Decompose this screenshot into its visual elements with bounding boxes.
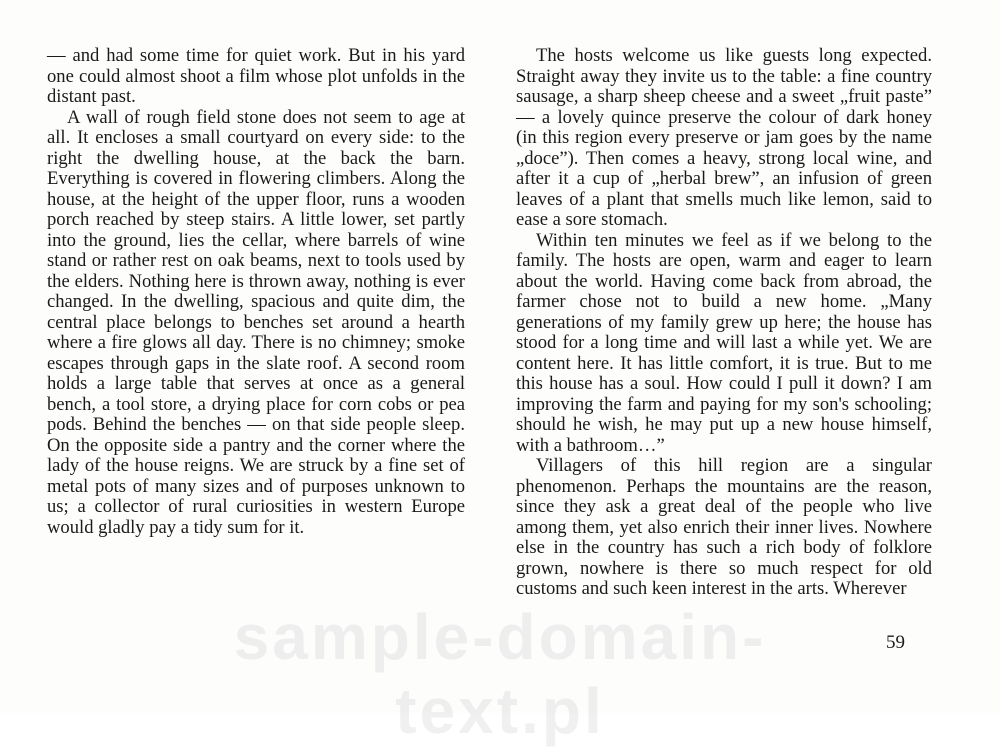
watermark: sample-domain-text.pl — [233, 601, 767, 747]
text-column-right — [516, 46, 932, 600]
paragraph: The hosts welcome us like guests long expected. Straight away they invite us to the table: a fine country sausage, a sharp sheep cheese and a sweet „fruit paste” — a lovely quince preserve the colour of dark honey (in this region every preserve or jam goes by the name „doce”). Then comes a heavy, strong local wine, and after it a cup of „herbal brew”, an infusion of green leaves of a plant that smells much like lemon, said to ease a sore stomach. — [516, 45, 932, 230]
paragraph: A wall of rough field stone does not seem to age at all. It encloses a small courtyard on every side: to the right the dwelling house, at the back the barn. Everything is covered in flowering climbers. Along the house, at the height of the upper floor, runs a wooden porch reached by steep stairs. A little lower, set partly into the ground, lies the cellar, where barrels of wine stand or rather rest on oak beams, next to tools used by the elders. Nothing here is thrown away, nothing is ever changed. In the dwelling, spacious and quite dim, the central place belongs to benches set around a hearth where a fire glows all day. There is no chimney; smoke escapes through gaps in the slate roof. A second room holds a large table that serves at once as a general bench, a tool store, a drying place for corn cobs or pea pods. Behind the benches — on that side people sleep. On the opposite side a pantry and the corner where the lady of the house reigns. We are struck by a fine set of metal pots of many sizes and of purposes unknown to us; a collector of rural curiosities in western Europe would gladly pay a tidy sum for it. — [47, 106, 465, 538]
text-column-left — [47, 46, 465, 538]
page-number: 59 — [886, 632, 905, 653]
paragraph: Within ten minutes we feel as if we belong to the family. The hosts are open, warm and eager to learn about the world. Having come back from abroad, the farmer chose not to build a new home. „Many generations of my family grew up here; the house has stood for a long time and will last a while yet. We are content here. It has little comfort, it is true. But to me this house has a soul. How could I pull it down? I am improving the farm and paying for my son's schooling; should he wish, he may put up a new house himself, with a bathroom…” — [516, 229, 932, 456]
paragraph: — and had some time for quiet work. But in his yard one could almost shoot a film whose plot unfolds in the distant past. — [47, 45, 465, 107]
paragraph: Villagers of this hill region are a singular phenomenon. Perhaps the mountains are the reason, since they ask a great deal of the people who live among them, yet also enrich their inner lives. Nowhere else in the country has such a rich body of folklore grown, nowhere is there so much respect for old customs and such keen interest in the arts. Wherever — [516, 455, 932, 599]
